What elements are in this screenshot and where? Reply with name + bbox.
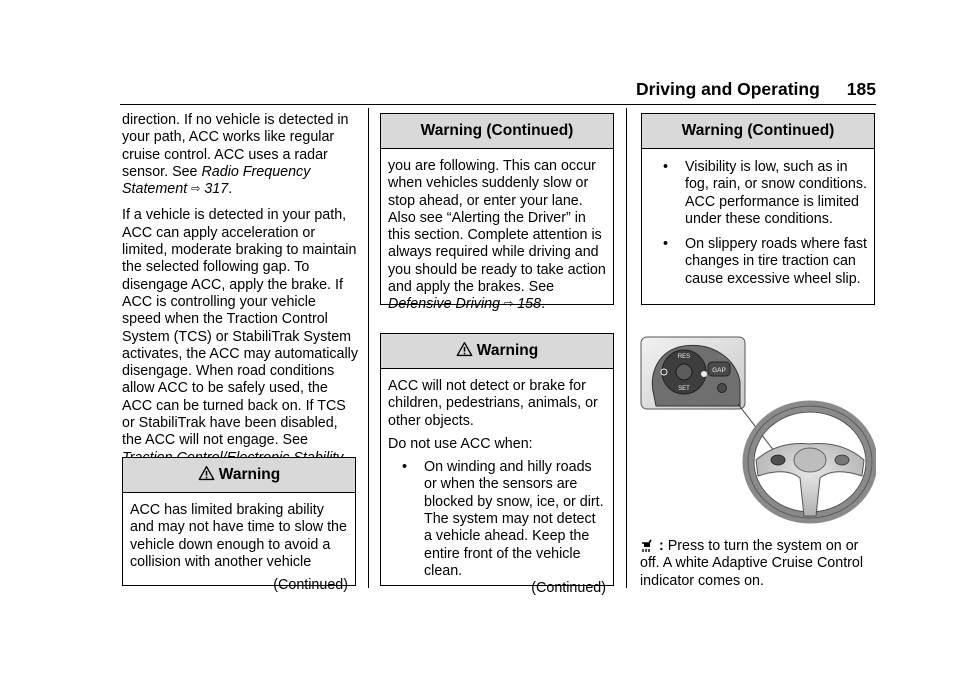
warning-box-title: Warning (123, 458, 355, 493)
res-label: RES (677, 354, 691, 360)
page-ref-158[interactable]: 158 (517, 296, 542, 313)
list-item: • On slippery roads where fast changes in tire traction can cause excessive wheel slip. (663, 236, 867, 287)
bullet: • (663, 159, 669, 175)
warning-box-title: Warning (381, 334, 613, 369)
bullet: • (402, 459, 408, 476)
column-divider-1 (368, 108, 369, 588)
set-label: SET (678, 386, 690, 392)
warning-text: ACC has limited braking ability and may not have time to slow the vehicle down enough to avoid a collision with another vehicle (130, 502, 347, 570)
page-number: 185 (846, 79, 876, 99)
continued-label: (Continued) (531, 580, 606, 597)
paragraph-vehicle-detected: If a vehicle is detected in your path, ACC can apply acceleration or limited, moderate braking to maintain the selected following gap. To disengage ACC, apply the brake. If ACC is controlling your vehicle speed when the Traction Control System (TCS) or StabiliTrak System activates, the ACC may automatically disengage. When road conditions allow ACC to be safely used, the ACC can be turned back on. If TCS or StabiliTrak have been disabled, the ACC will not engage. See (122, 207, 358, 485)
warning-box-body (381, 369, 613, 598)
column-divider-2 (626, 108, 627, 588)
warning-text: you are following. This can occur when vehicles suddenly slow or stop ahead, or enter your lane. Also see “Alerting the Driver” in this section. Complete attention is always required while driving and you should be ready to take action and apply the brakes. See Defensive Driving ⇨ 158. (388, 158, 606, 313)
warning-triangle-icon (198, 465, 215, 482)
link-defensive-driving[interactable]: Defensive Driving (388, 296, 501, 313)
paragraph-acc-intro: direction. If no vehicle is detected in your path, ACC works like regular cruise control. ACC uses a radar sensor. See Radio Frequency Statement ⇨ 317. (122, 112, 349, 198)
warning-box-title: Warning (Continued) (381, 114, 613, 149)
steering-wheel-figure (640, 336, 876, 526)
link-radio-frequency[interactable]: Radio Frequency Statement (122, 163, 311, 198)
warning-box-title: Warning (Continued) (642, 114, 874, 149)
warning-box-body (381, 149, 613, 315)
warning-text: ACC will not detect or brake for children, pedestrians, animals, or other objects. (388, 378, 598, 429)
page-arrow-icon: ⇨ (504, 298, 514, 311)
page-ref-317[interactable]: 317 (204, 181, 229, 198)
continued-label: (Continued) (273, 577, 348, 594)
warning-box-body (123, 493, 355, 594)
warning-box-1 (122, 457, 356, 594)
bullet: • (663, 236, 669, 253)
warning-box-body (642, 149, 874, 288)
list-item: • Visibility is low, such as in fog, rain, or snow conditions. ACC performance is limited under these conditions. (663, 159, 867, 227)
list-item: • On winding and hilly roads or when the sensors are blocked by snow, ice, or dirt. The system may not detect a vehicle ahead. Keep the entire front of the vehicle clean. (402, 459, 604, 579)
warning-box-continued-2 (380, 113, 614, 313)
warning-box-2 (380, 333, 614, 597)
page-arrow-icon: ⇨ (191, 183, 201, 196)
warning-text: Do not use ACC when: (388, 435, 533, 452)
adaptive-cruise-icon (640, 539, 656, 553)
warning-box-continued-3 (641, 113, 875, 305)
warning-triangle-icon (456, 341, 473, 358)
acc-button-caption: : Press to turn the system on or off. A white Adaptive Cruise Control indicator comes on. (640, 538, 864, 589)
header-rule (120, 104, 876, 105)
section-title: Driving and Operating (636, 79, 820, 99)
gap-label: GAP (712, 367, 726, 374)
column-1 (122, 112, 358, 493)
page-header (636, 79, 876, 103)
